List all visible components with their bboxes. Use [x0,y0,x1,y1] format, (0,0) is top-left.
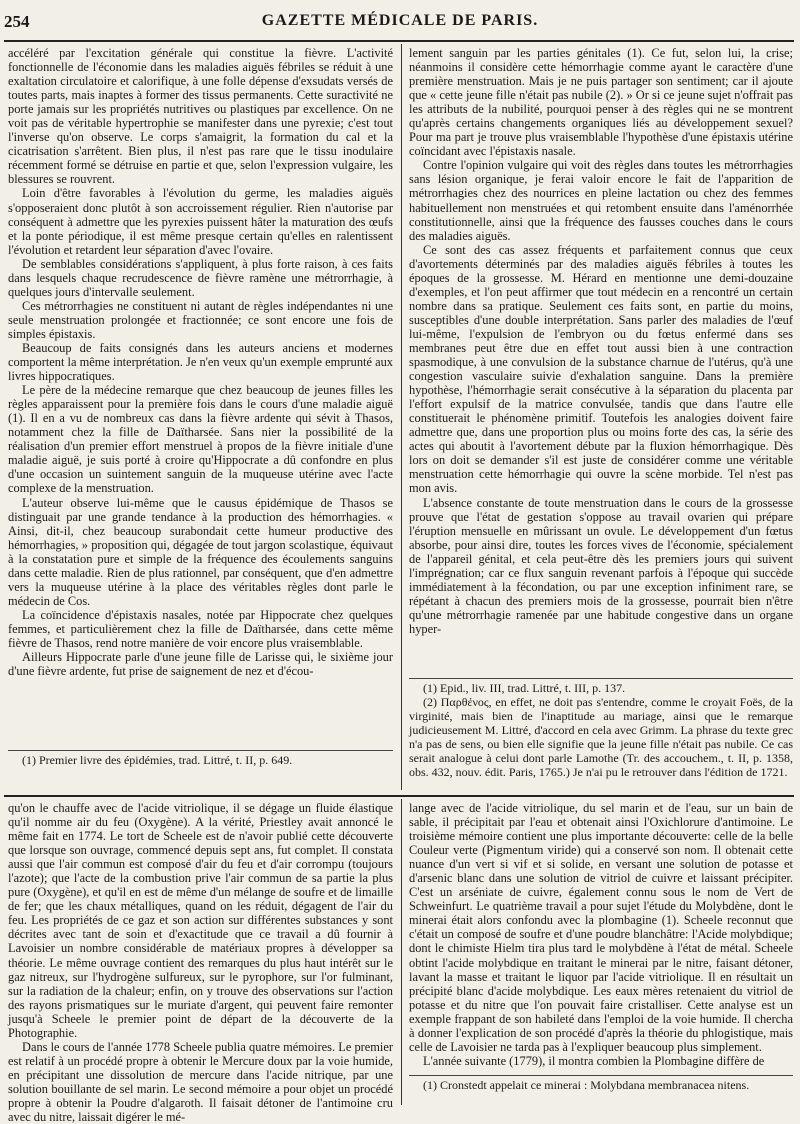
footnote: (1) Epid., liv. III, trad. Littré, t. III, p. 137. [423,681,626,695]
footnote-top-left [8,753,393,783]
paragraph: Beaucoup de faits consignés dans les auteurs anciens et modernes comportent la même interprétation. Je n'en veux qu'un exemple emprunté aux livres hippocratiques. [8,340,393,384]
footnote-bottom-right [409,1078,793,1104]
paragraph: Dans le cours de l'année 1778 Scheele publia quatre mémoires. Le premier est relatif à un procédé propre à obtenir le Mercure doux par la voie humide, en précipitant une dissolution de mercure dans l'acide nitrique, par une solution bouillante de sel marin. Le second mémoire a pour objet un procédé propre à obtenir la Poudre d'algaroth. Il faisait détoner de l'antimoine cru avec du nitre, laissait digérer le mé- [8,1039,393,1124]
paragraph: Ce sont des cas assez fréquents et parfaitement connus que ceux d'avortements déterminés par des maladies aiguës fébriles à toutes les époques de la grossesse. M. Hérard en mentionne une demi-douzaine d'exemples, et l'on peut affirmer que tout médecin en a rencontré un certain nombre dans sa pratique. Seulement ces faits sont, en partie du moins, susceptibles d'une double interprétation. Sans parler des maladies de l'œuf lui-même, l'expulsion de l'embryon ou du fœtus enfermé dans ses membranes peut être due en effet tout aussi bien à une contraction spasmodique, à une convulsion de la substance charnue de l'utérus, qu'à une congestion vasculaire suivie d'exhalation sanguine. Dans la première hypothèse, l'hémorrhagie serait consécutive à la séparation du placenta par l'effort expulsif de la matrice convulsée, tandis que dans l'autre elle constituerait le phénomène primitif. Toutefois les analogies doivent faire admettre que, dans une proportion plus ou moins forte des cas, la série des actes qui aboutit à l'avortement débute par la fluxion hémorrhagique. Dès lors on doit se demander s'il est juste de considérer comme une véritable menstruation cette hémorrhagie qui ouvre la scène morbide. Tel n'est pas mon avis. [409,242,793,496]
column-divider [401,44,402,790]
footnote-rule [409,1075,793,1076]
article-column-bottom-right [409,801,793,1071]
footnote-rule [8,750,393,751]
paragraph: Ailleurs Hippocrate parle d'une jeune fille de Larisse qui, le sixième jour d'une fièvre ardente, fut prise de saignement de nez et d'écou- [8,650,393,679]
article-column-bottom-left [8,801,393,1124]
paragraph: accéléré par l'excitation générale qui constitue la fièvre. L'activité fonctionnelle de l'économie dans les maladies aiguës fébriles se réduit à une exaltation circulatoire et calorifique, à une folle dépense d'exsudats versés de toutes parts, mais inaptes à former des tissus permanents. Cette suractivité ne porte jamais sur les propriétés nutritives ou plastiques par excellence. On ne voit pas de véritable hypertrophie se manifester dans une pyrexie; c'est tout l'inverse qu'on observe. Le corps s'amaigrit, la formation du cal et la cicatrisation s'arrêtent. Bien plus, il n'est pas rare que le tissu inodulaire récemment formé se détruise en partie et que, selon l'expression vulgaire, les blessures se rouvrent. [8,46,393,187]
paragraph: L'absence constante de toute menstruation dans le cours de la grossesse prouve que l'état de gestation s'oppose au travail ovarien qui prépare l'éruption mensuelle en mûrissant un ovule. Le développement d'un fœtus absorbe, pour ainsi dire, toutes les forces vives de l'économie, spécialement de l'appareil génital, et cela peut-être dès les premiers jours qui suivent l'imprégnation; car ce flux sanguin revenant parfois à l'époque qui succède immédiatement à la fécondation, ou par une exception infiniment rare, se répétant à chacun des premiers mois de la grossesse, pourrait bien n'être qu'une métrorrhagie ramenée par une habitude congestive dans un organe hyper- [409,495,793,636]
paragraph: L'année suivante (1779), il montra combien la Plombagine diffère de [423,1053,765,1068]
paragraph: lange avec de l'acide vitriolique, du sel marin et de l'eau, sur un bain de sable, il précipitait par l'eau et obtenait ainsi l'Oxichlorure d'antimoine. Le troisième mémoire contient une plus importante découverte: celle de la belle Couleur verte (Pigmentum viride) qui a conservé son nom. Il obtenait cette nuance d'un vert si vif et si solide, en versant une solution de potasse et d'arsenic blanc dans une solution de vitriol de cuivre et laissant précipiter. C'est un arséniate de cuivre, également connu sous le nom de Vert de Schweinfurt. Le quatrième travail a pour sujet l'étude du Molybdène, dont le minerai était alors confondu avec la plombagine (1). Scheele reconnut que c'était un composé de soufre et d'une poudre blanchâtre: l'Acide molybdique; dont le chimiste Hielm tira plus tard le molybdène à l'état de métal. Scheele obtint l'acide molybdique en traitant le minerai par le nitre, faisant détoner, lavant la masse et traitant le liquor par l'acide vitriolique. Il en résultait un précipité blanc d'acide molybdique. Les eaux mères retenaient du vitriol de potasse et du nitre que l'on pouvait faire cristalliser. Cette analyse est un exemple frappant de son habileté dans l'emploi de la voie humide. Il chercha à donner l'explication de son procédé d'après la théorie du phlogistique, mais celle de Lavoisier ne tarda pas à l'expliquer beaucoup plus simplement. [409,801,793,1054]
page-number: 254 [4,12,30,31]
footnotes-top-right [409,681,793,791]
paragraph: Ces métrorrhagies ne constituent ni autant de règles indépendantes ni une seule menstruation prolongée et fractionnée; ce sont encore une fois de simples épistaxis. [8,298,393,341]
footnote: (2) Παρθένος, en effet, ne doit pas s'entendre, comme le croyait Foës, de la virginité, mais bien de l'inaptitude au mariage, ainsi que le remarque judicieusement M. Littré, d'accord en cela avec Grimm. La phrase du texte grec n'a pas de sens, ou bien elle signifie que la jeune fille n'était pas nubile. Ce cas serait analogue à celui dont parle Lamothe (Tr. des accouchem., t. II, p. 1358, obs. 432, nouv. édit. Paris, 1765.) Je n'ai pu le retrouver dans l'édition de 1721. [409,695,793,779]
paragraph: La coïncidence d'épistaxis nasales, notée par Hippocrate chez quelques femmes, et particulièrement chez la fille de Daïtharsée, dans cette même fièvre de Thasos, rend notre manière de voir encore plus vraisemblable. [8,607,393,650]
paragraph: Loin d'être favorables à l'évolution du germe, les maladies aiguës s'opposeraient donc plutôt à son accroissement régulier. Rien n'autorise par conséquent à admettre que les pyrexies puissent hâter la maturation des œufs et la ponte périodique, il est même presque certain qu'elles en ralentissent l'évolution et retardent leur séparation d'avec l'ovaire. [8,186,393,257]
footnote: (1) Premier livre des épidémies, trad. Littré, t. II, p. 649. [22,753,293,767]
paragraph: Le père de la médecine remarque que chez beaucoup de jeunes filles les règles apparaissent pour la première fois dans le cours d'une maladie aiguë (1). Il en a vu de nombreux cas dans la fièvre ardente qui sévit à Thasos, notamment chez la fille de Daïtharsée. Sans nier la possibilité de la réalisation d'un premier effort menstruel à propos de la fièvre initiale d'une maladie aiguë, je suis porté à croire qu'Hippocrate a dû confondre en plus d'une occasion un suintement sanguin de la muqueuse utérine avec l'acte complexe de la menstruation. [8,383,393,496]
paragraph: lement sanguin par les parties génitales (1). Ce fut, selon lui, la crise; néanmoins il considère cette hémorrhagie comme ayant le caractère d'une première menstruation. Mais je ne puis partager son sentiment; car il ajoute que « cette jeune fille n'était pas nubile (2). » Or si ce jeune sujet n'offrait pas les attributs de la nubilité, pourquoi penser à des règles qui ne se montrent qu'après certains changements organiques liés au développement sexuel? Pour ma part je trouve plus vraisemblable l'hypothèse d'une épistaxis utérine coïncidant avec l'épistaxis nasale. [409,46,793,159]
running-title: GAZETTE MÉDICALE DE PARIS. [261,12,539,29]
footnote: (1) Cronstedt appelait ce minerai : Molybdana membranacea nitens. [423,1078,750,1092]
article-column-top-left [8,46,393,746]
paragraph: L'auteur observe lui-même que le causus épidémique de Thasos se distinguait par une grande tendance à la production des hémorrhagies. « Ainsi, dit-il, chez beaucoup surabondait cette humeur productive des hémorrhagies, » proposition qui, dégagée de tout jargon scolastique, équivaut à la constatation pure et simple de la fréquence des écoulements sanguins dans cette maladie. Rien de plus rationnel, par conséquent, que d'en admettre vers la muqueuse utérine à la place des véritables règles dont parle le médecin de Cos. [8,495,393,608]
column-divider [401,799,402,1105]
footnote-rule [409,678,793,679]
header-rule [4,40,794,42]
page-header [0,12,800,36]
paragraph: Contre l'opinion vulgaire qui voit des règles dans toutes les métrorrhagies sans lésion organique, je ferai valoir encore le fait de l'apparition de métrorrhagies chez des nourrices en pleine lactation ou chez des femmes habituellement non menstruées et qui retombent ensuite dans l'aménorrhée constitutionnelle, ainsi que la fréquence des fausses couches dans le cours des maladies aiguës. [409,158,793,243]
article-column-top-right [409,46,793,674]
paragraph: qu'on le chauffe avec de l'acide vitriolique, il se dégage un fluide élastique qu'il nomme air du feu (Oxygène). A la vérité, Priestley avait annoncé le même fait en 1774. Le tort de Scheele est de n'avoir publié cette découverte que lorsque son ouvrage, commencé depuis sept ans, fut complet. Il constata aussi que l'air commun est composé d'air du feu et d'air corrompu (toujours l'azote); que l'acte de la combustion prive l'air commun de sa partie la plus pure (Oxygène), et qu'il en est de même d'un mélange de soufre et de limaille de fer; que les chaux métalliques, quand on les réduit, dégagent de l'air du feu. Les propriétés de ce gaz et son action sur différentes substances y sont décrites avec tant de soin et d'exactitude que ce travail a dû fournir à Lavoisier un nombre considérable de matériaux propres à développer sa théorie. Le même ouvrage contient des remarques du plus haut intérêt sur le gaz nitreux, sur l'hydrogène sulfureux, sur le pyrophore, sur l'or fulminant, sur la radiation de la chaleur; enfin, on y trouve des observations sur l'action des rayons prismatiques sur le muriate d'argent, qui peuvent faire remonter jusqu'à Scheele le premier point de départ de la découverte de la Photographie. [8,801,393,1040]
paragraph: De semblables considérations s'appliquent, à plus forte raison, à ces faits dans lesquels chaque recrudescence de fièvre ramène une métrorrhagie, à quelques jours d'intervalle seulement. [8,256,393,299]
section-rule [4,795,794,797]
